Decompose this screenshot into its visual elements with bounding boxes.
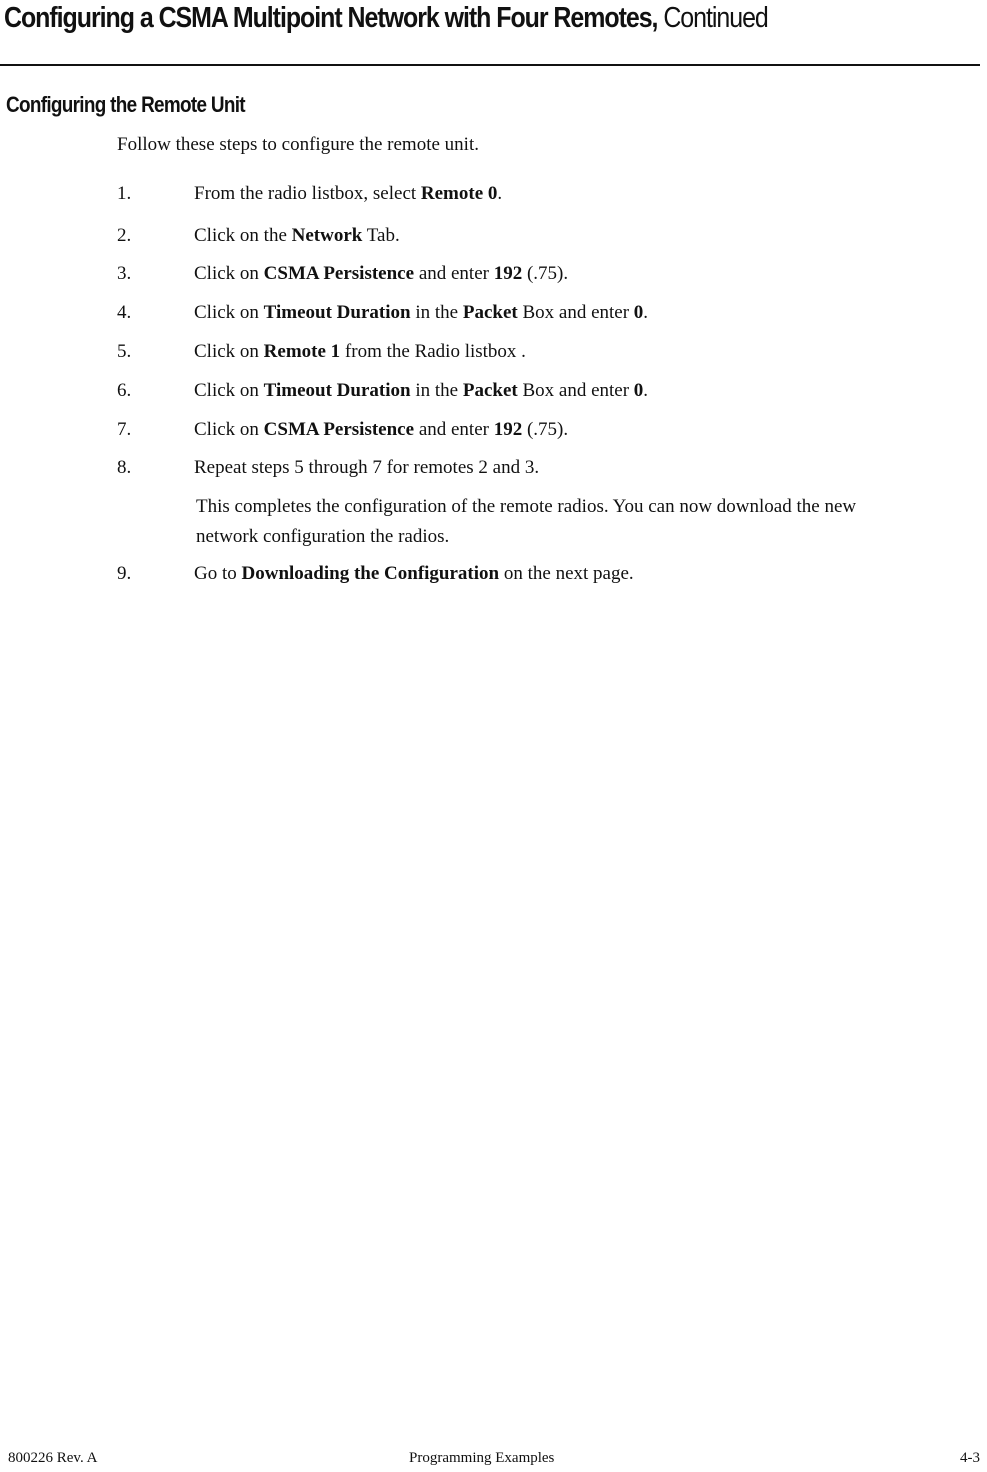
step-text bbox=[194, 563, 634, 585]
step-text-run: and enter bbox=[414, 263, 494, 284]
step-text-run: Box and enter bbox=[517, 380, 634, 401]
step-text bbox=[194, 302, 648, 324]
step-number: 3. bbox=[117, 263, 132, 284]
step-number: 1. bbox=[117, 183, 132, 204]
step-text bbox=[194, 457, 539, 479]
step-text bbox=[194, 225, 400, 247]
step-number: 7. bbox=[117, 419, 132, 440]
footer-page-number: 4-3 bbox=[960, 1450, 980, 1466]
step-text bbox=[194, 380, 648, 402]
step-number: 2. bbox=[117, 225, 132, 246]
step-emphasis: 0 bbox=[633, 302, 644, 323]
footer-doc-number: 800226 Rev. A bbox=[8, 1450, 98, 1466]
step-text-run: . bbox=[643, 380, 649, 401]
step-emphasis: Remote 0 bbox=[420, 183, 498, 204]
title-divider bbox=[0, 64, 980, 66]
step-text-run: Click on bbox=[194, 263, 264, 284]
step-text-run: from the Radio listbox . bbox=[340, 341, 526, 362]
step-text-run: Click on bbox=[194, 419, 264, 440]
step-text-run: Click on bbox=[194, 302, 264, 323]
step-text-run: in the bbox=[410, 302, 463, 323]
step-text bbox=[194, 263, 568, 285]
footer-chapter: Programming Examples bbox=[409, 1450, 555, 1466]
completion-note: This completes the configuration of the remote radios. You can now download the new network configuration the radios. bbox=[196, 496, 857, 547]
step-emphasis: Remote 1 bbox=[263, 341, 341, 362]
step-emphasis: Timeout Duration bbox=[263, 380, 411, 401]
step-number: 8. bbox=[117, 457, 132, 478]
step-text bbox=[194, 419, 568, 441]
step-emphasis: 192 bbox=[493, 263, 523, 284]
step-text-run: Go to bbox=[194, 563, 242, 584]
intro-text: Follow these steps to configure the remote unit. bbox=[117, 134, 479, 155]
step-emphasis: Downloading the Configuration bbox=[241, 563, 500, 584]
step-text-run: (.75). bbox=[522, 263, 569, 284]
step-text-run: Click on the bbox=[194, 225, 292, 246]
step-number: 6. bbox=[117, 380, 132, 401]
step-text-run: and enter bbox=[414, 419, 494, 440]
step-emphasis: Timeout Duration bbox=[263, 302, 411, 323]
step-number: 4. bbox=[117, 302, 132, 323]
step-number: 5. bbox=[117, 341, 132, 362]
step-text-run: (.75). bbox=[522, 419, 569, 440]
section-heading: Configuring the Remote Unit bbox=[6, 92, 245, 117]
step-text-run: Box and enter bbox=[517, 302, 634, 323]
step-emphasis: 192 bbox=[493, 419, 523, 440]
step-emphasis: CSMA Persistence bbox=[263, 419, 415, 440]
step-text bbox=[194, 183, 502, 205]
step-emphasis: Packet bbox=[462, 302, 518, 323]
step-text bbox=[194, 341, 526, 363]
step-text-run: . bbox=[643, 302, 649, 323]
step-text-run: Click on bbox=[194, 341, 264, 362]
step-text-run: in the bbox=[410, 380, 463, 401]
step-emphasis: Network bbox=[291, 225, 363, 246]
step-text-run: Tab. bbox=[362, 225, 400, 246]
step-text-run: Repeat steps 5 through 7 for remotes 2 and 3. bbox=[194, 457, 540, 478]
step-text-run: From the radio listbox, select bbox=[194, 183, 421, 204]
page-title bbox=[4, 2, 768, 35]
step-emphasis: CSMA Persistence bbox=[263, 263, 415, 284]
step-text-run: Click on bbox=[194, 380, 264, 401]
step-text-run: . bbox=[497, 183, 503, 204]
step-emphasis: Packet bbox=[462, 380, 518, 401]
page-title-continued: Continued bbox=[663, 2, 768, 34]
step-number: 9. bbox=[117, 563, 132, 584]
step-emphasis: 0 bbox=[633, 380, 644, 401]
page-title-main: Configuring a CSMA Multipoint Network with Four Remotes, bbox=[4, 2, 658, 34]
step-text-run: on the next page. bbox=[499, 563, 634, 584]
